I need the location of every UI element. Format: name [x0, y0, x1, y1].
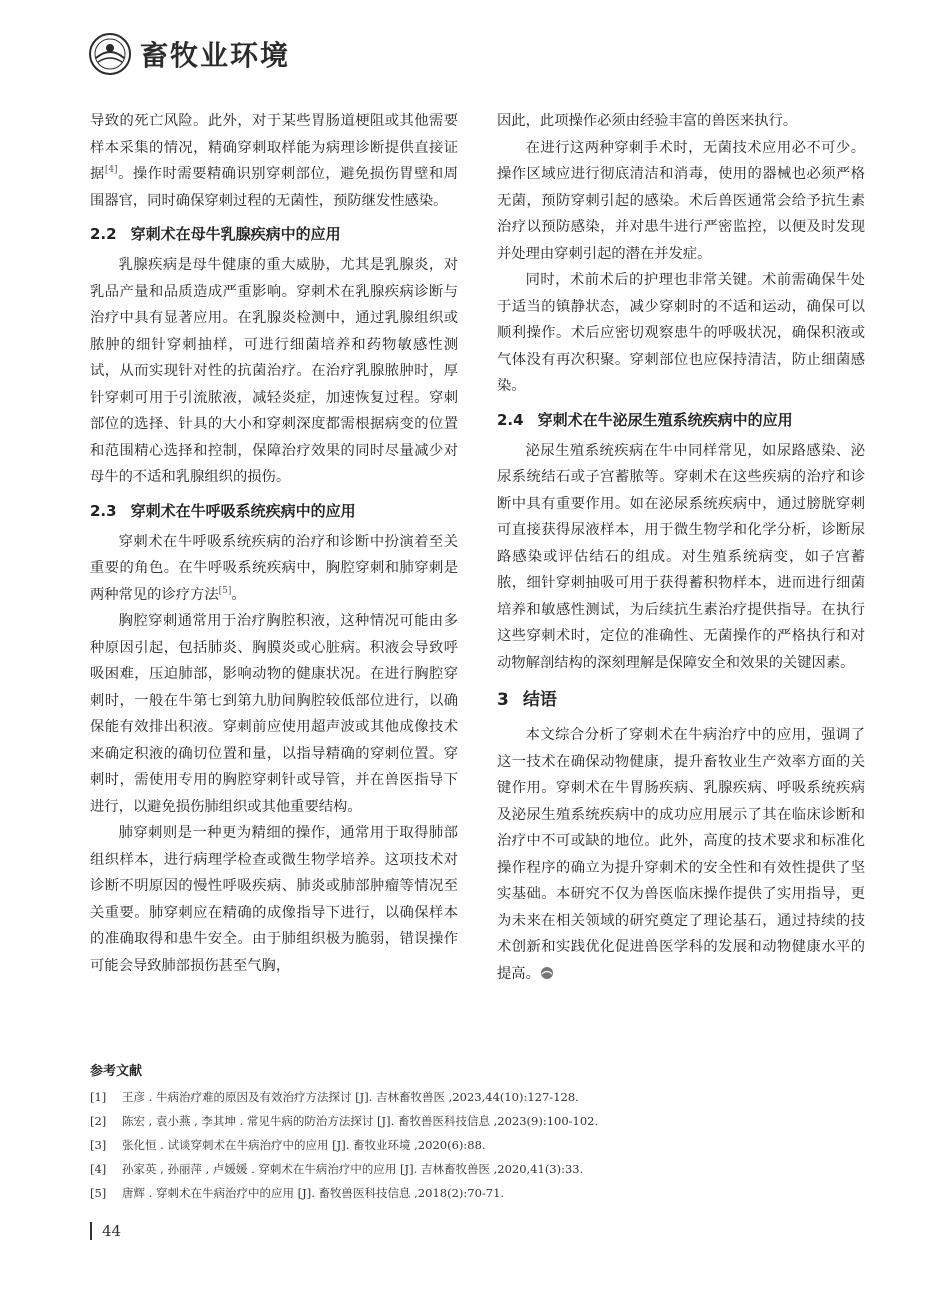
- paragraph: 因此，此项操作必须由经验丰富的兽医来执行。: [497, 113, 798, 129]
- section-heading-2-3: 2.3 穿刺术在牛呼吸系统疾病中的应用: [90, 501, 356, 520]
- page-footer: [90, 1222, 121, 1240]
- paragraph: 乳腺疾病是母牛健康的重大威胁，尤其是乳腺炎，对乳品产量和品质造成严重影响。穿刺术在乳腺疾病诊断与治疗中具有显著应用。在乳腺炎检测中，通过乳腺组织或脓肿的细针穿刺抽样，可进行细菌培养和药物敏感性测试，从而实现针对性的抗菌治疗。在治疗乳腺脓肿时，厚针穿刺可用于引流脓液，减轻炎症，加速恢复过程。穿刺部位的选择、针具的大小和穿刺深度都需根据病变的位置和范围精心选择和控制，保障治疗效果的同时尽量减少对母牛的不适和乳腺组织的损伤。: [90, 257, 458, 485]
- reference-list: [90, 1085, 860, 1205]
- paragraph: 胸腔穿刺通常用于治疗胸腔积液，这种情况可能由多种原因引起，包括肺炎、胸膜炎或心脏病。积液会导致呼吸困难，压迫肺部，影响动物的健康状况。在进行胸腔穿刺时，一般在牛第七到第九肋间胸腔较低部位进行，以确保能有效排出积液。穿刺前应使用超声波或其他成像技术来确定积液的确切位置和量，以指导精确的穿刺位置。穿刺时，需使用专用的胸腔穿刺针或导管，并在兽医指导下进行，以避免损伤肺组织或其他重要结构。: [90, 613, 458, 815]
- paragraph: 同时，术前术后的护理也非常关键。术前需确保牛处于适当的镇静状态，减少穿刺时的不适和运动，确保可以顺利操作。术后应密切观察患牛的呼吸状况，确保积液或气体没有再次积聚。穿刺部位也应保持清洁，防止细菌感染。: [497, 272, 865, 394]
- paragraph: 本文综合分析了穿刺术在牛病治疗中的应用，强调了这一技术在确保动物健康，提升畜牧业生产效率方面的关键作用。穿刺术在牛胃肠疾病、乳腺疾病、呼吸系统疾病及泌尿生殖系统疾病中的成功应用展示了其在临床诊断和治疗中不可或缺的地位。此外，高度的技术要求和标准化操作程序的确立为提升穿刺术的安全性和有效性提供了坚实基础。本研究不仅为兽医临床操作提供了实用指导，更为未来在相关领域的研究奠定了理论基石，通过持续的技术创新和实践优化促进兽医学科的发展和动物健康水平的提高。: [497, 727, 865, 982]
- citation: [4]: [104, 165, 118, 176]
- section-heading-3: 3 结语: [497, 690, 557, 710]
- reference-item: [5] 唐辉 . 穿刺术在牛病治疗中的应用 [J]. 畜牧兽医科技信息 ,2018(2):70-71.: [90, 1186, 505, 1200]
- reference-item: [4] 孙家英 , 孙丽萍 , 卢媛媛 . 穿刺术在牛病治疗中的应用 [J]. 吉林畜牧兽医 ,2020,41(3):33.: [90, 1162, 584, 1176]
- page-number: 44: [102, 1222, 122, 1240]
- references: [90, 1060, 860, 1205]
- section-heading-2-4: 2.4 穿刺术在牛泌尿生殖系统疾病中的应用: [497, 410, 793, 429]
- left-column: [90, 108, 458, 979]
- paragraph: 导致的死亡风险。此外，对于某些胃肠道梗阻或其他需要样本采集的情况，精确穿刺取样能为病理诊断提供直接证据[4]。操作时需要精确识别穿刺部位，避免损伤胃壁和周围器官，同时确保穿刺过程的无菌性，预防继发性感染。: [90, 113, 459, 209]
- right-column: [497, 108, 865, 987]
- citation: [5]: [218, 585, 232, 596]
- footer-divider: [90, 1222, 92, 1240]
- reference-item: [2] 陈宏 , 袁小燕 , 李其坤 . 常见牛病的防治方法探讨 [J]. 畜牧兽医科技信息 ,2023(9):100-102.: [90, 1114, 599, 1128]
- journal-logo-icon: [88, 32, 132, 76]
- references-title: 参考文献: [90, 1064, 143, 1079]
- paragraph: 肺穿刺则是一种更为精细的操作，通常用于取得肺部组织样本，进行病理学检查或微生物学培养。这项技术对诊断不明原因的慢性呼吸疾病、肺炎或肺部肿瘤等情况至关重要。肺穿刺应在精确的成像指导下进行，以确保样本的准确取得和患牛安全。由于肺组织极为脆弱，错误操作可能会导致肺部损伤甚至气胸，: [90, 825, 458, 974]
- journal-name: 畜牧业环境: [140, 39, 291, 72]
- reference-item: [1] 王彦 . 牛病治疗难的原因及有效治疗方法探讨 [J]. 吉林畜牧兽医 ,2023,44(10):127-128.: [90, 1090, 579, 1104]
- page-header: [88, 28, 290, 80]
- article-end-icon: [540, 966, 554, 980]
- paragraph: 泌尿生殖系统疾病在牛中同样常见，如尿路感染、泌尿系统结石或子宫蓄脓等。穿刺术在这些疾病的治疗和诊断中具有重要作用。如在泌尿系统疾病中，通过膀胱穿刺可直接获得尿液样本，用于微生物学和化学分析，诊断尿路感染或评估结石的组成。对生殖系统病变，如子宫蓄脓，细针穿刺抽吸可用于获得蓄积物样本，进而进行细菌培养和敏感性测试，为后续抗生素治疗提供指导。在执行这些穿刺术时，定位的准确性、无菌操作的严格执行和对动物解剖结构的深刻理解是保障安全和效果的关键因素。: [497, 442, 865, 671]
- section-heading-2-2: 2.2 穿刺术在母牛乳腺疾病中的应用: [90, 225, 341, 243]
- reference-item: [3] 张化恒 . 试谈穿刺术在牛病治疗中的应用 [J]. 畜牧业环境 ,2020(6):88.: [90, 1138, 486, 1152]
- paragraph: 在进行这两种穿刺手术时，无菌技术应用必不可少。操作区域应进行彻底清洁和消毒，使用的器械也必须严格无菌，预防穿刺引起的感染。术后兽医通常会给予抗生素治疗以预防感染，并对患牛进行严密监控，以便及时发现并处理由穿刺引起的潜在并发症。: [497, 139, 865, 262]
- paragraph: 穿刺术在牛呼吸系统疾病的治疗和诊断中扮演着至关重要的角色。在牛呼吸系统疾病中，胸腔穿刺和肺穿刺是两种常见的诊疗方法[5]。: [90, 533, 458, 603]
